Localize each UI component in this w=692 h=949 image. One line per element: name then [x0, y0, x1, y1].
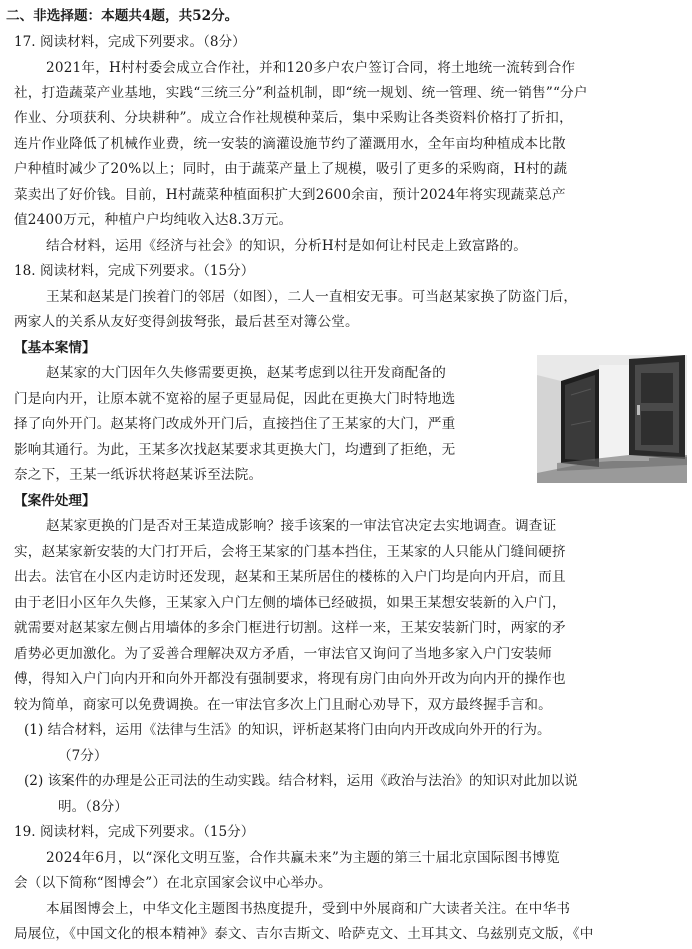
- q17-line: 值2400万元，种植户户均纯收入达8.3万元。: [14, 212, 293, 228]
- case-facts-line: 赵某家的大门因年久失修需要更换，赵某考虑到以往开发商配备的: [46, 365, 447, 381]
- case-facts-line: 影响其通行。为此，王某多次找赵某要求其更换大门，均遭到了拒绝，无: [14, 442, 456, 458]
- case-handling-line: 赵某家更换的门是否对王某造成影响？接手该案的一审法官决定去实地调查。调查证: [46, 518, 557, 534]
- q17-title: 17. 阅读材料，完成下列要求。（8分）: [14, 34, 246, 50]
- q19-line: 会（以下简称“图博会”）在北京国家会议中心举办。: [14, 875, 332, 891]
- q18-title: 18. 阅读材料，完成下列要求。（15分）: [14, 263, 255, 279]
- case-handling-heading: 【案件处理】: [14, 493, 96, 509]
- case-handling-line: 傅，得知入户门向内开和向外开都没有强制要求，将现有房门由向外开改为向内开的操作也: [14, 671, 566, 687]
- q17-line: 户种植时减少了20%以上；同时，由于蔬菜产量上了规模，吸引了更多的采购商，H村的蔬: [14, 161, 568, 177]
- q18-sub1: (1) 结合材料，运用《法律与生活》的知识，评析赵某将门由向内开改成向外开的行为。: [24, 722, 551, 738]
- case-handling-line: 就需要对赵某家左侧占用墙体的多余门框进行切割。这样一来，王某安装新门时，两家的矛: [14, 620, 566, 636]
- q18-intro-line: 王某和赵某是门挨着门的邻居（如图），二人一直相安无事。可当赵某家换了防盗门后，: [46, 289, 578, 305]
- section-title: 二、非选择题：本题共4题，共52分。: [6, 8, 239, 24]
- apartment-doors-photo: [537, 355, 687, 483]
- q17-line: 连片作业降低了机械作业费，统一安装的滴灌设施节约了灌溉用水，全年亩均种植成本比散: [14, 136, 566, 152]
- case-facts-line: 门是向内开，让原本就不宽裕的屋子更显局促，因此在更换大门时特地选: [14, 391, 456, 407]
- q17-line: 作业、分项获利、分块耕种”。成立合作社规模种菜后，集中采购让各类资料价格打了折扣，: [14, 110, 573, 126]
- case-handling-line: 实，赵某家新安装的大门打开后，会将王某家的门基本挡住，王某家的人只能从门缝间硬挤: [14, 544, 566, 560]
- case-handling-line: 较为简单，商家可以免费调换。在一审法官多次上门且耐心劝导下，双方最终握手言和。: [14, 697, 552, 713]
- case-facts-heading: 【基本案情】: [14, 340, 96, 356]
- q19-line: 局展位，《中国文化的根本精神》泰文、吉尔吉斯文、哈萨克文、土耳其文、乌兹别克文版，《中: [14, 926, 594, 942]
- q19-line: 本届图博会上，中华文化主题图书热度提升，受到中外展商和广大读者关注。在中华书: [46, 901, 571, 917]
- q19-title: 19. 阅读材料，完成下列要求。（15分）: [14, 824, 255, 840]
- q17-line: 菜卖出了好价钱。目前，H村蔬菜种植面积扩大到2600余亩，预计2024年将实现蔬菜总产: [14, 187, 566, 203]
- case-facts-line: 择了向外开门。赵某将门改成外开门后，直接挡住了王某家的大门，严重: [14, 416, 456, 432]
- case-handling-line: 出去。法官在小区内走访时还发现，赵某和王某所居住的楼栋的入户门均是向内开启，而且: [14, 569, 566, 585]
- q17-prompt: 结合材料，运用《经济与社会》的知识，分析H村是如何让村民走上致富路的。: [46, 238, 528, 254]
- q18-intro-line: 两家人的关系从友好变得剑拔弩张，最后甚至对簿公堂。: [14, 314, 359, 330]
- case-facts-line: 奈之下，王某一纸诉状将赵某诉至法院。: [14, 467, 263, 483]
- apartment-doors-icon: [537, 355, 687, 483]
- q17-line: 社，打造蔬菜产业基地，实践“三统三分”利益机制，即“统一规划、统一管理、统一销售”“分户: [14, 85, 588, 101]
- q18-sub2: (2) 该案件的办理是公正司法的生动实践。结合材料，运用《政治与法治》的知识对此加以说: [24, 773, 578, 789]
- q17-line: 2021年，H村村委会成立合作社，并和120多户农户签订合同，将土地统一流转到合作: [46, 60, 576, 76]
- q18-sub1-score: （7分）: [58, 748, 108, 764]
- case-handling-line: 盾势必更加激化。为了妥善合理解决双方矛盾，一审法官又询问了当地多家入户门安装师: [14, 646, 552, 662]
- case-handling-line: 由于老旧小区年久失修，王某家入户门左侧的墙体已经破损，如果王某想安装新的入户门，: [14, 595, 566, 611]
- q18-sub2-score: 明。（8分）: [58, 799, 128, 815]
- q19-line: 2024年6月，以“深化文明互鉴，合作共赢未来”为主题的第三十届北京国际图书博览: [46, 850, 560, 866]
